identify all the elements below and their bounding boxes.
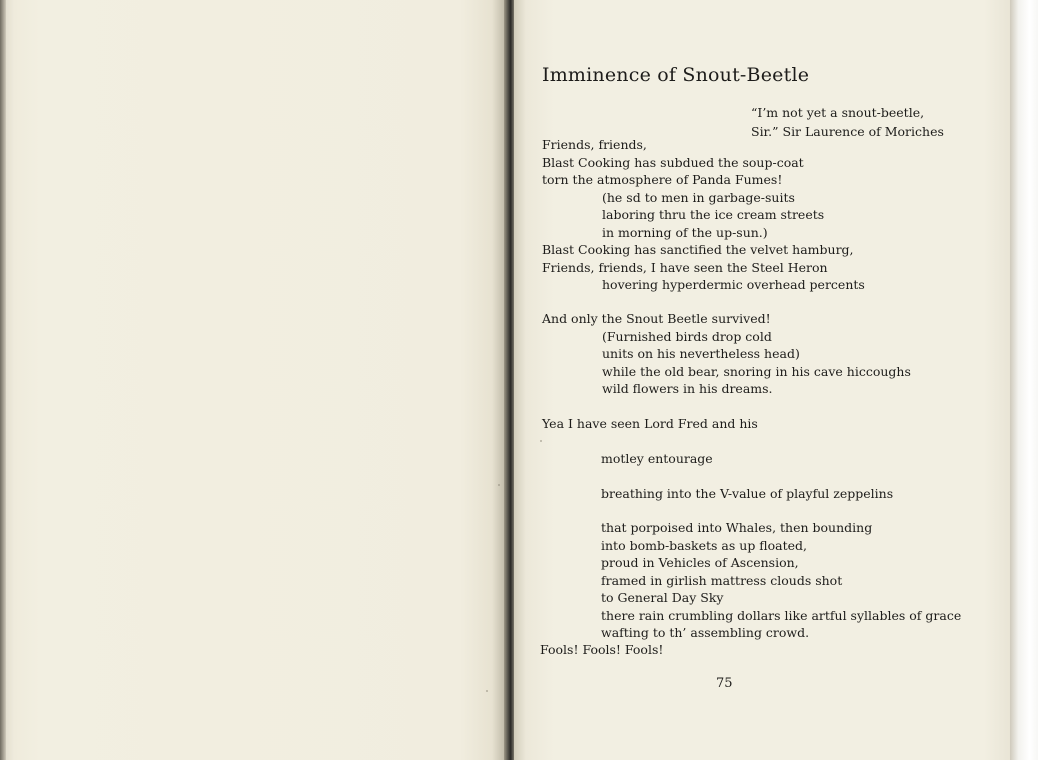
poem-line: Blast Cooking has subdued the soup-coat xyxy=(542,155,804,170)
poem-line: (Furnished birds drop cold xyxy=(602,329,772,344)
poem-line: in morning of the up-sun.) xyxy=(602,225,768,240)
poem-line: laboring thru the ice cream streets xyxy=(602,207,825,222)
poem-line: motley entourage xyxy=(601,451,713,466)
paper-speck xyxy=(540,440,542,442)
poem-line: there rain crumbling dollars like artful syllables of grace xyxy=(601,608,962,623)
poem-line: Fools! Fools! Fools! xyxy=(540,642,664,657)
poem-line: hovering hyperdermic overhead percents xyxy=(602,277,865,292)
poem-line: units on his nevertheless head) xyxy=(602,346,800,361)
poem-line: to General Day Sky xyxy=(601,590,724,605)
poem-line: Friends, friends, I have seen the Steel Heron xyxy=(542,260,828,275)
left-page xyxy=(0,0,506,760)
epigraph-line: Sir.” Sir Laurence of Moriches xyxy=(751,124,944,139)
poem-line: Yea I have seen Lord Fred and his xyxy=(542,416,758,431)
left-page-edge xyxy=(0,0,6,760)
poem-line: framed in girlish mattress clouds shot xyxy=(601,573,843,588)
poem-line: that porpoised into Whales, then bounding xyxy=(601,520,873,535)
poem-line: And only the Snout Beetle survived! xyxy=(542,311,771,326)
poem-line: (he sd to men in garbage-suits xyxy=(602,190,795,205)
poem-line: breathing into the V-value of playful zeppelins xyxy=(601,486,894,501)
poem-line: while the old bear, snoring in his cave hiccoughs xyxy=(602,364,911,379)
poem-line: wafting to th’ assembling crowd. xyxy=(601,625,810,640)
poem-line: wild flowers in his dreams. xyxy=(602,381,773,396)
epigraph xyxy=(751,103,944,141)
epigraph-line: “I’m not yet a snout-beetle, xyxy=(751,105,925,120)
poem-line: Friends, friends, xyxy=(542,137,647,152)
right-page-edge xyxy=(1010,0,1038,760)
page-number: 75 xyxy=(716,676,733,691)
poem-line: into bomb-baskets as up floated, xyxy=(601,538,808,553)
paper-speck xyxy=(486,690,488,692)
poem-line: proud in Vehicles of Ascension, xyxy=(601,555,799,570)
paper-speck xyxy=(498,484,500,486)
poem-line: Blast Cooking has sanctified the velvet hamburg, xyxy=(542,242,854,257)
poem-title: Imminence of Snout-Beetle xyxy=(542,64,810,86)
poem-line: torn the atmosphere of Panda Fumes! xyxy=(542,172,783,187)
